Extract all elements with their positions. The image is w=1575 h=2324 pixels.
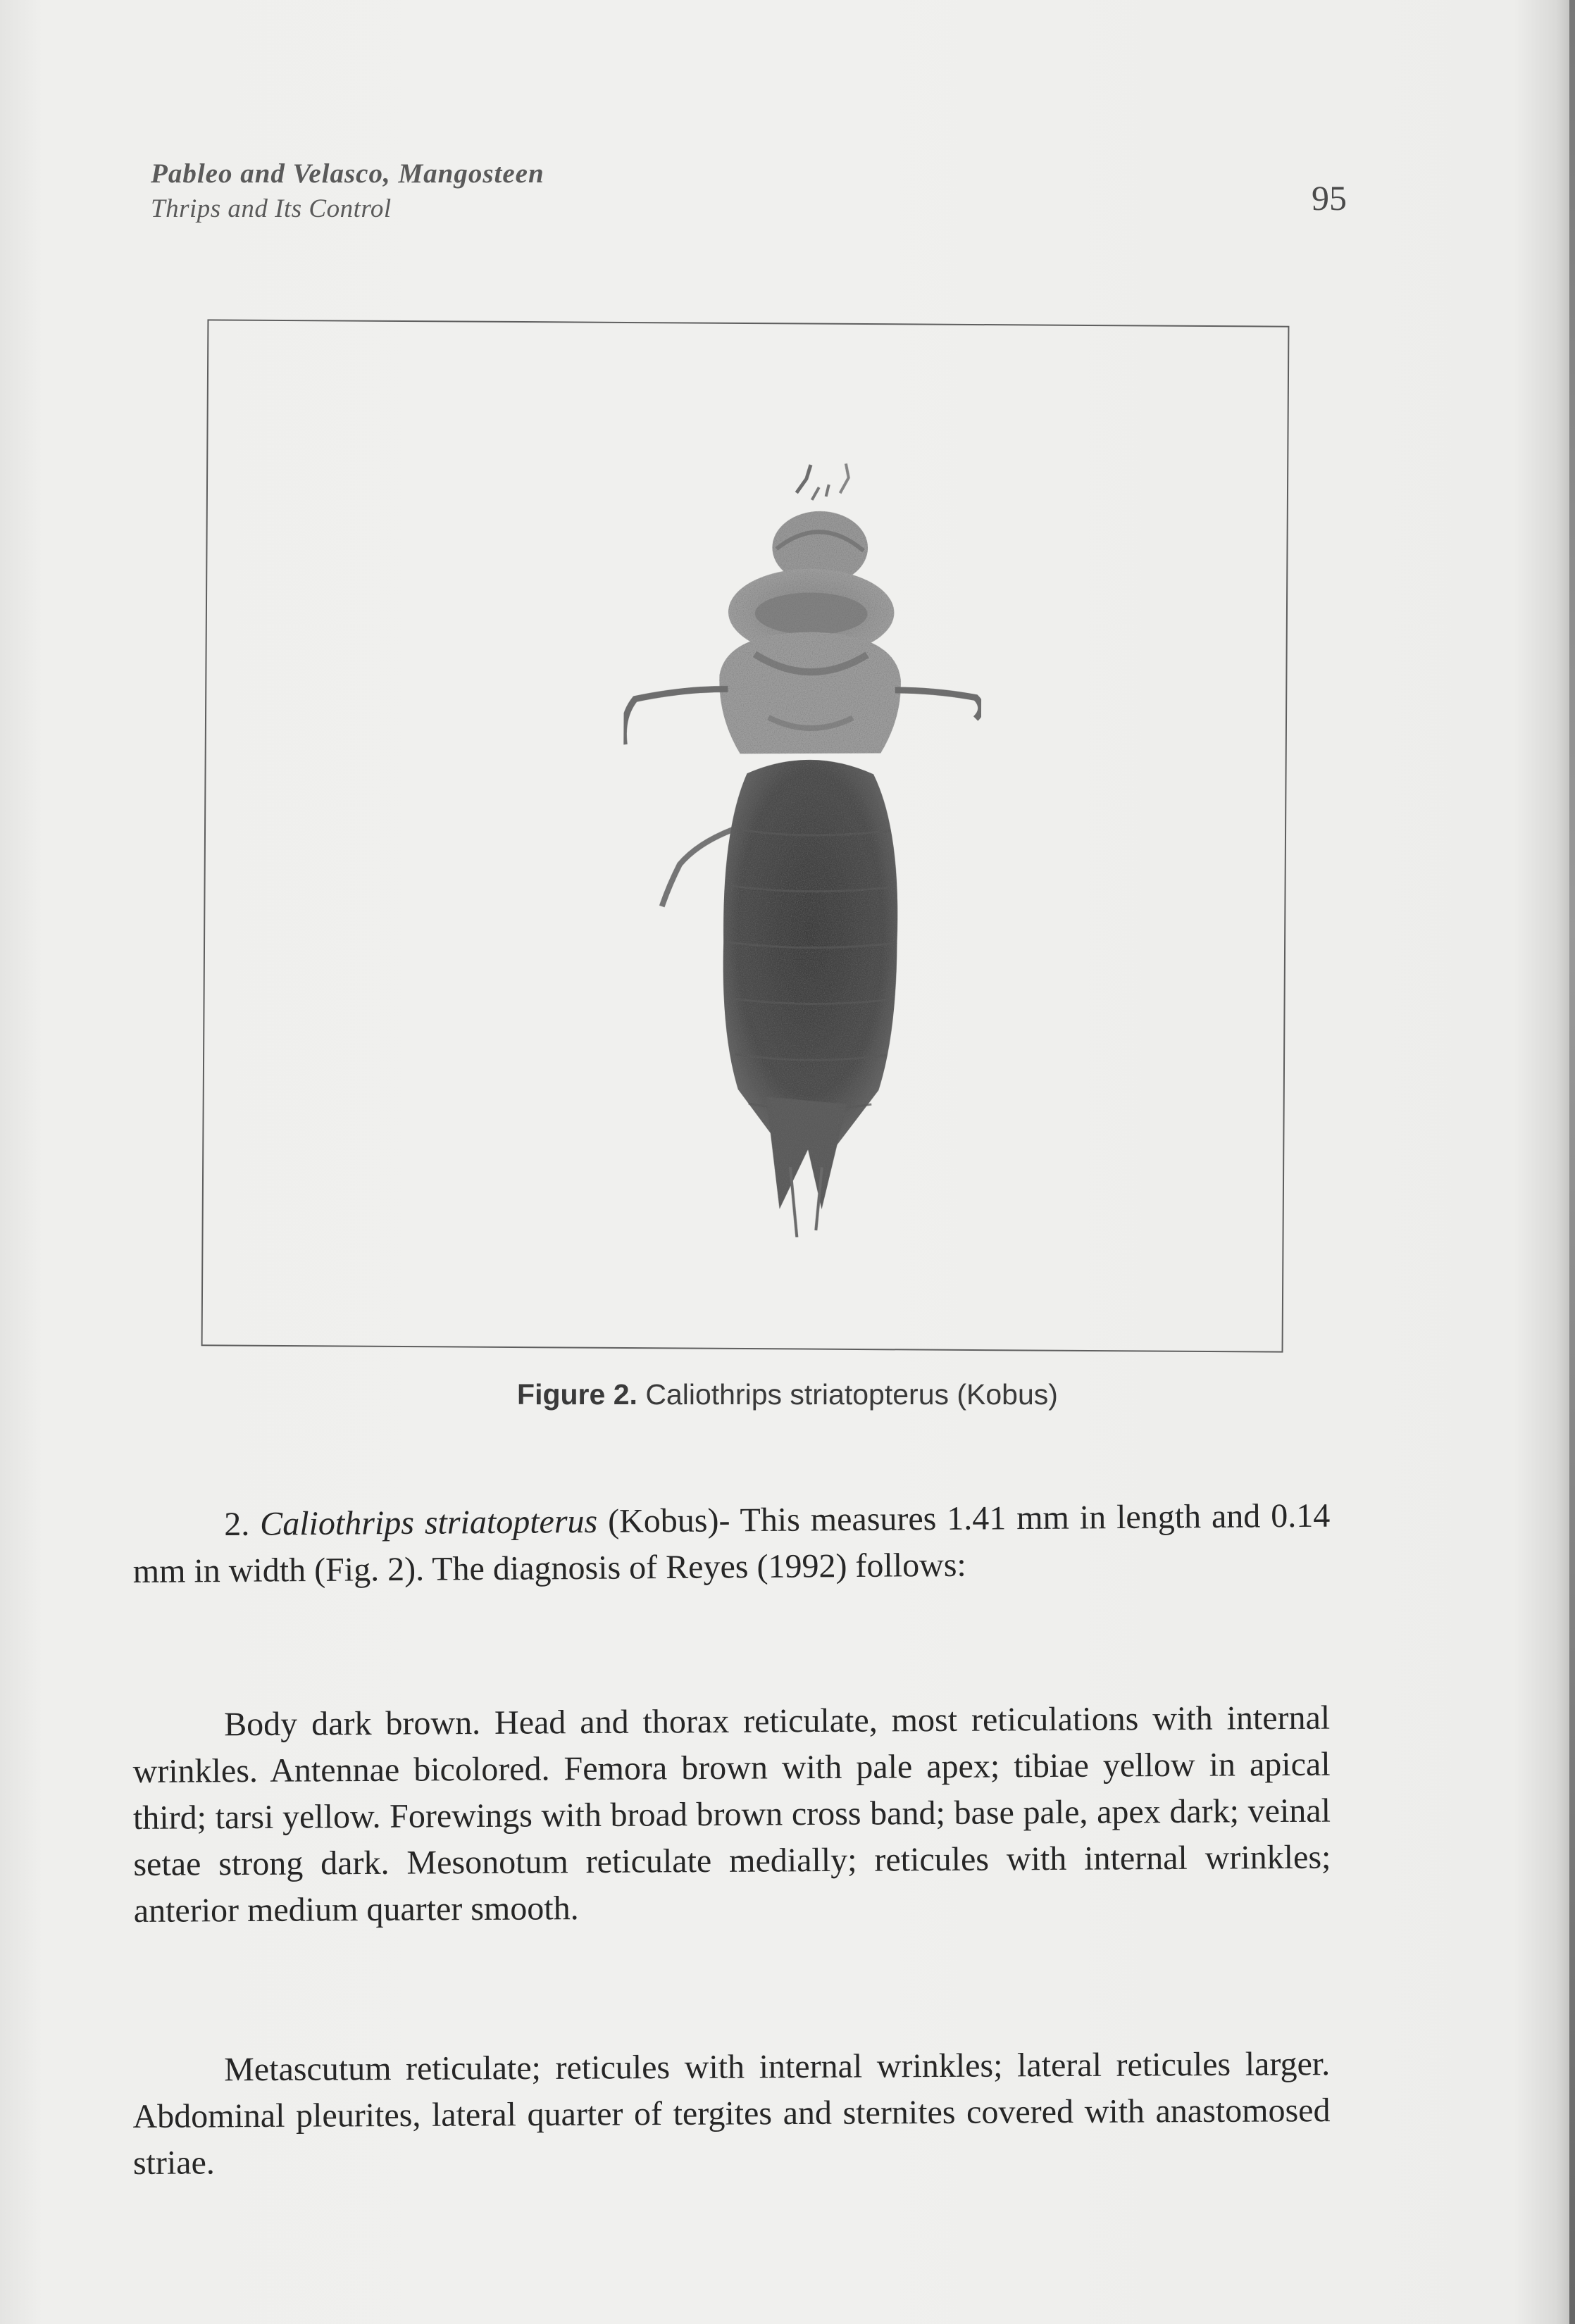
scan-edge-shadow <box>1569 0 1575 2324</box>
species-name: Caliothrips striatopterus <box>259 1502 598 1543</box>
page-number: 95 <box>1312 178 1347 218</box>
species-intro-text: (Kobus)- This measures 1.41 mm in length and 0.14 mm in width (Fig. 2). The diagnosis of Reyes (1992) follows: <box>132 1497 1331 1590</box>
species-number: 2. <box>224 1505 250 1543</box>
figure-frame <box>201 319 1290 1352</box>
thrips-specimen-image <box>203 320 1288 1351</box>
header-authors-title: Pableo and Velasco, Mangosteen <box>151 158 544 189</box>
diagnosis-body-text: Body dark brown. Head and thorax reticulate, most reticulations with internal wrinkles. Antennae bicolored. Femora brown with pale apex; tibiae yellow in apical third; tarsi yellow. Forewings with broad brown cross band; base pale, apex dark; veinal setae strong dark. Mesonotum reticulate medially; reticules with internal wrinkles; anterior medium quarter smooth. <box>132 1699 1331 1930</box>
figure-caption-text: Caliothrips striatopterus (Kobus) <box>645 1378 1058 1411</box>
paragraph-diagnosis-body <box>132 1695 1331 1935</box>
diagnosis-metascutum-text: Metascutum reticulate; reticules with internal wrinkles; lateral reticules larger. Abdominal pleurites, lateral quarter of tergites and sternites covered with anastomosed striae. <box>132 2045 1331 2182</box>
running-header <box>151 156 544 227</box>
thrips-body <box>621 462 983 1238</box>
figure-caption-label: Figure 2. <box>517 1378 637 1411</box>
paragraph-diagnosis-metascutum <box>132 2041 1331 2187</box>
figure-caption <box>0 1378 1575 1411</box>
paragraph-species-intro <box>132 1493 1331 1595</box>
header-subtitle: Thrips and Its Control <box>151 194 392 223</box>
